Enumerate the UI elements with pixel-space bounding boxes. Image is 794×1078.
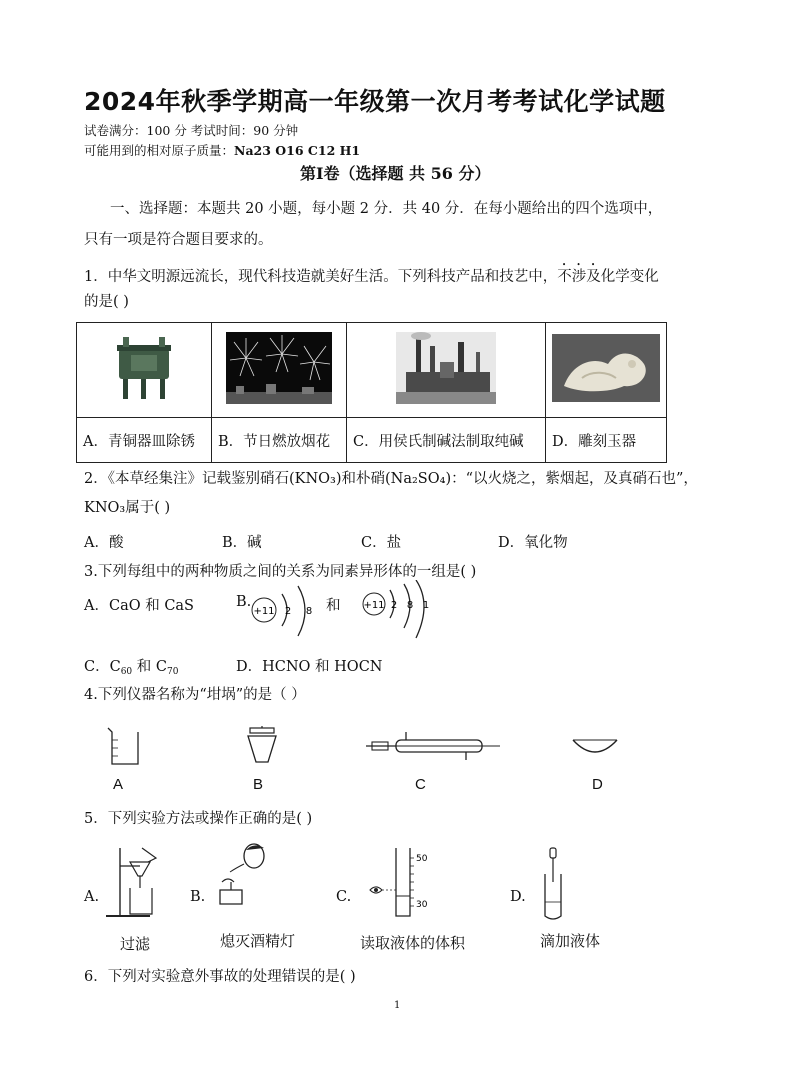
q5-caption-c: 读取液体的体积 (360, 934, 466, 952)
q2-option-b: B．碱 (222, 535, 262, 551)
atom2-shell1: 2 (390, 600, 398, 611)
q2-option-d: D．氧化物 (498, 535, 568, 551)
q5-stem: 5．下列实验方法或操作正确的是( ) (84, 811, 313, 827)
q1-stem-part3: 化学变化 (600, 269, 659, 285)
section-title: 第Ⅰ卷（选择题 共 56 分） (300, 164, 491, 183)
instructions-line1: 一、选择题：本题共 20 小题，每小题 2 分．共 40 分．在每小题给出的四个选项中， (110, 201, 663, 217)
atom2-nucleus: +11 (363, 600, 385, 611)
beaker-icon (104, 724, 144, 768)
atom1-nucleus: +11 (253, 606, 275, 617)
atom-structure-2-icon (360, 580, 436, 642)
q1-option-d: D．雕刻玉器 (546, 418, 667, 463)
chemical-factory-icon (396, 332, 496, 404)
cylinder-mark-50: 50 (416, 854, 428, 864)
q1-image-cell-c (347, 323, 546, 418)
q2-option-c: C．盐 (361, 535, 402, 551)
exam-meta-score-time: 试卷满分：100 分 考试时间：90 分钟 (84, 123, 299, 138)
atom2-shell3: 1 (422, 600, 430, 611)
q1-image-cell-a (77, 323, 212, 418)
blowing-out-lamp-icon (212, 842, 276, 910)
exam-title: 2024年秋季学期高一年级第一次月考考试化学试题 (84, 87, 666, 116)
q4-label-b: B (253, 776, 264, 793)
filtration-setup-icon (100, 844, 170, 920)
q5-caption-a: 过滤 (120, 935, 151, 953)
cylinder-mark-30: 30 (416, 900, 428, 910)
q3-option-c-sub1: 60 (120, 667, 133, 677)
atomic-mass-values: Na23 O16 C12 H1 (234, 143, 361, 158)
q3-option-a: A．CaO 和 CaS (84, 598, 194, 614)
q2-option-a: A．酸 (84, 535, 124, 551)
graduated-cylinder-icon (366, 844, 436, 920)
q4-label-d: D (592, 776, 603, 793)
q1-stem-line2: 的是( ) (84, 294, 129, 310)
atomic-mass-label: 可能用到的相对原子质量： (84, 143, 235, 158)
atom1-shell2: 8 (305, 606, 313, 617)
q6-stem: 6．下列对实验意外事故的处理错误的是( ) (84, 969, 356, 985)
q4-label-c: C (415, 776, 426, 793)
page-number: 1 (394, 1000, 401, 1011)
q5-option-c-letter: C. (336, 889, 352, 905)
instructions-line2: 只有一项是符合题目要求的。 (84, 232, 273, 248)
dropping-liquid-icon (534, 844, 574, 922)
q5-caption-b: 熄灭酒精灯 (220, 932, 296, 950)
q1-stem-line1 (84, 261, 659, 287)
q1-image-cell-d (546, 323, 667, 418)
q1-option-a: A．青铜器皿除锈 (77, 418, 212, 463)
q3-option-c-prefix: C．C (84, 659, 121, 675)
q1-option-b: B．节日燃放烟花 (212, 418, 347, 463)
q3-option-c-mid: 和 C (132, 659, 167, 675)
q1-stem-emphasis: 不涉及 (557, 269, 601, 285)
q5-option-d-letter: D. (510, 889, 526, 905)
atom1-shell1: 2 (284, 606, 292, 617)
q3-option-c-sub2: 70 (166, 667, 179, 677)
condenser-icon (366, 728, 502, 762)
evaporating-dish-icon (570, 734, 620, 760)
bronze-vessel-icon (109, 335, 179, 401)
q4-label-a: A (113, 776, 124, 793)
atom-structure-1-icon (248, 580, 320, 642)
q3-option-d: D．HCNO 和 HOCN (236, 659, 383, 675)
fireworks-icon (226, 332, 332, 404)
q5-caption-d: 滴加液体 (540, 932, 601, 950)
atom2-shell2: 8 (406, 600, 414, 611)
q1-options-table (76, 322, 667, 463)
jade-carving-icon (552, 334, 660, 402)
q3-option-c (84, 655, 178, 677)
q3-stem: 3.下列每组中的两种物质之间的关系为同素异形体的一组是( ) (84, 564, 477, 580)
q1-option-c: C．用侯氏制碱法制取纯碱 (347, 418, 546, 463)
q5-option-a-letter: A. (84, 889, 100, 905)
q1-image-cell-b (212, 323, 347, 418)
q1-stem-part1: 1．中华文明源远流长，现代科技造就美好生活。下列科技产品和技艺中， (84, 269, 558, 285)
q2-stem-line2: KNO₃属于( ) (84, 500, 171, 516)
crucible-icon (244, 726, 280, 766)
q3-option-b-and: 和 (326, 598, 341, 614)
q4-stem: 4.下列仪器名称为“坩埚”的是（ ） (84, 687, 306, 703)
exam-meta-atomic-mass (84, 141, 360, 159)
q2-stem-line1: 2．《本草经集注》记载鉴别硝石(KNO₃)和朴硝(Na₂SO₄)：“以火烧之，紫烟起，及真硝石也”， (84, 471, 698, 487)
q3-option-b-label: B. (236, 594, 252, 610)
q5-option-b-letter: B. (190, 889, 206, 905)
